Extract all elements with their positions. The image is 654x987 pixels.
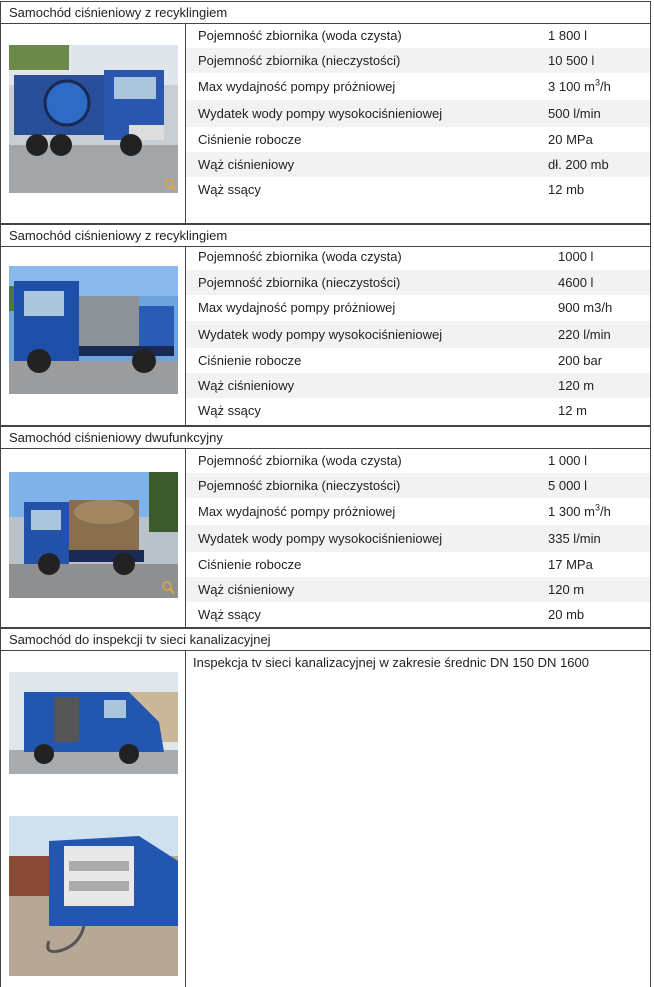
image-cell — [1, 246, 186, 425]
spec-label: Pojemność zbiornika (woda czysta) — [198, 28, 402, 43]
spec-value-superscript: 3 — [594, 502, 600, 513]
spec-value-number: 1 300 m — [548, 504, 595, 519]
spec-row — [186, 73, 650, 100]
spec-value: 1 800 l — [548, 28, 588, 43]
image-cell — [1, 448, 186, 627]
spec-value: 220 l/min — [558, 327, 611, 342]
spec-row — [186, 473, 650, 498]
spec-label: Pojemność zbiornika (nieczystości) — [198, 275, 401, 290]
spec-value: 1000 l — [558, 249, 594, 264]
spec-row — [186, 152, 650, 177]
spec-value-unit: /h — [600, 79, 611, 94]
spec-value — [548, 73, 611, 100]
spec-row — [186, 525, 650, 552]
image-cell — [1, 23, 186, 223]
spec-label: Wąż ciśnieniowy — [198, 378, 295, 393]
spec-row — [186, 270, 650, 295]
spec-value: 1 000 l — [548, 453, 588, 468]
spec-label: Wąż ssący — [198, 607, 261, 622]
spec-label: Wydatek wody pompy wysokociśnieniowej — [198, 327, 443, 342]
zoom-icon[interactable] — [163, 177, 177, 191]
spec-value: dł. 200 mb — [548, 157, 609, 172]
spec-value: 120 m — [548, 582, 585, 597]
spec-value: 5 000 l — [548, 478, 588, 493]
spec-row — [186, 48, 650, 73]
spec-value: 17 MPa — [548, 557, 593, 572]
spec-value-superscript: 3 — [594, 77, 600, 88]
spec-label: Ciśnienie robocze — [198, 557, 302, 572]
spec-value: 200 bar — [558, 353, 603, 368]
spec-label: Wydatek wody pompy wysokociśnieniowej — [198, 106, 443, 121]
spec-value: 120 m — [558, 378, 595, 393]
spec-table — [186, 448, 650, 627]
spec-row — [186, 448, 650, 473]
spec-label: Max wydajność pompy próżniowej — [198, 300, 396, 315]
spec-label: Max wydajność pompy próżniowej — [198, 504, 396, 519]
section-body — [0, 448, 651, 628]
section-body — [0, 23, 651, 224]
spec-label: Pojemność zbiornika (woda czysta) — [198, 249, 402, 264]
section-title: Samochód ciśnieniowy z recyklingiem — [0, 1, 651, 24]
image-cell — [1, 650, 186, 987]
spec-label: Ciśnienie robocze — [198, 132, 302, 147]
spec-value-unit: /h — [600, 504, 611, 519]
spec-value — [548, 498, 611, 525]
spec-row — [186, 373, 650, 398]
truck-photo[interactable] — [9, 45, 178, 193]
spec-row — [186, 295, 650, 321]
truck-photo[interactable] — [9, 472, 178, 598]
spec-label: Wydatek wody pompy wysokociśnieniowej — [198, 531, 443, 546]
spec-value-number: 3 100 m — [548, 79, 595, 94]
spec-row — [186, 552, 650, 577]
section-body — [0, 650, 651, 987]
spec-label: Wąż ciśnieniowy — [198, 157, 295, 172]
section-title: Samochód ciśnieniowy dwufunkcyjny — [0, 426, 651, 449]
spec-table — [186, 23, 650, 202]
spec-row — [186, 398, 650, 423]
spec-row — [186, 577, 650, 602]
spec-value: 12 mb — [548, 182, 585, 197]
spec-row — [186, 23, 650, 48]
spec-value: 335 l/min — [548, 531, 601, 546]
spec-row — [186, 498, 650, 525]
spec-row — [186, 602, 650, 627]
spec-label: Wąż ssący — [198, 403, 261, 418]
spec-label: Wąż ssący — [198, 182, 261, 197]
spec-label: Pojemność zbiornika (woda czysta) — [198, 453, 402, 468]
van-photo[interactable] — [9, 672, 178, 774]
spec-label: Max wydajność pompy próżniowej — [198, 79, 396, 94]
section-title: Samochód ciśnieniowy z recyklingiem — [0, 224, 651, 247]
inspection-description: Inspekcja tv sieci kanalizacyjnej w zakresie średnic DN 150 DN 1600 — [193, 655, 589, 670]
section-body — [0, 246, 651, 426]
spec-label: Ciśnienie robocze — [198, 353, 302, 368]
spec-row — [186, 177, 650, 202]
spec-value: 4600 l — [558, 275, 594, 290]
section-title: Samochód do inspekcji tv sieci kanalizacyjnej — [0, 628, 651, 651]
spec-label: Wąż ciśnieniowy — [198, 582, 295, 597]
spec-value: 10 500 l — [548, 53, 595, 68]
spec-row — [186, 127, 650, 152]
spec-value: 20 MPa — [548, 132, 593, 147]
spec-value: 500 l/min — [548, 106, 601, 121]
spec-row — [186, 246, 650, 270]
spec-label: Pojemność zbiornika (nieczystości) — [198, 478, 401, 493]
spec-value: 12 m — [558, 403, 587, 418]
spec-row — [186, 100, 650, 127]
van-photo[interactable] — [9, 816, 178, 976]
spec-value: 900 m3/h — [558, 300, 613, 315]
truck-photo[interactable] — [9, 266, 178, 394]
spec-label: Pojemność zbiornika (nieczystości) — [198, 53, 401, 68]
spec-value: 20 mb — [548, 607, 585, 622]
spec-row — [186, 348, 650, 373]
spec-row — [186, 321, 650, 348]
zoom-icon[interactable] — [161, 580, 175, 594]
spec-table — [186, 246, 650, 423]
